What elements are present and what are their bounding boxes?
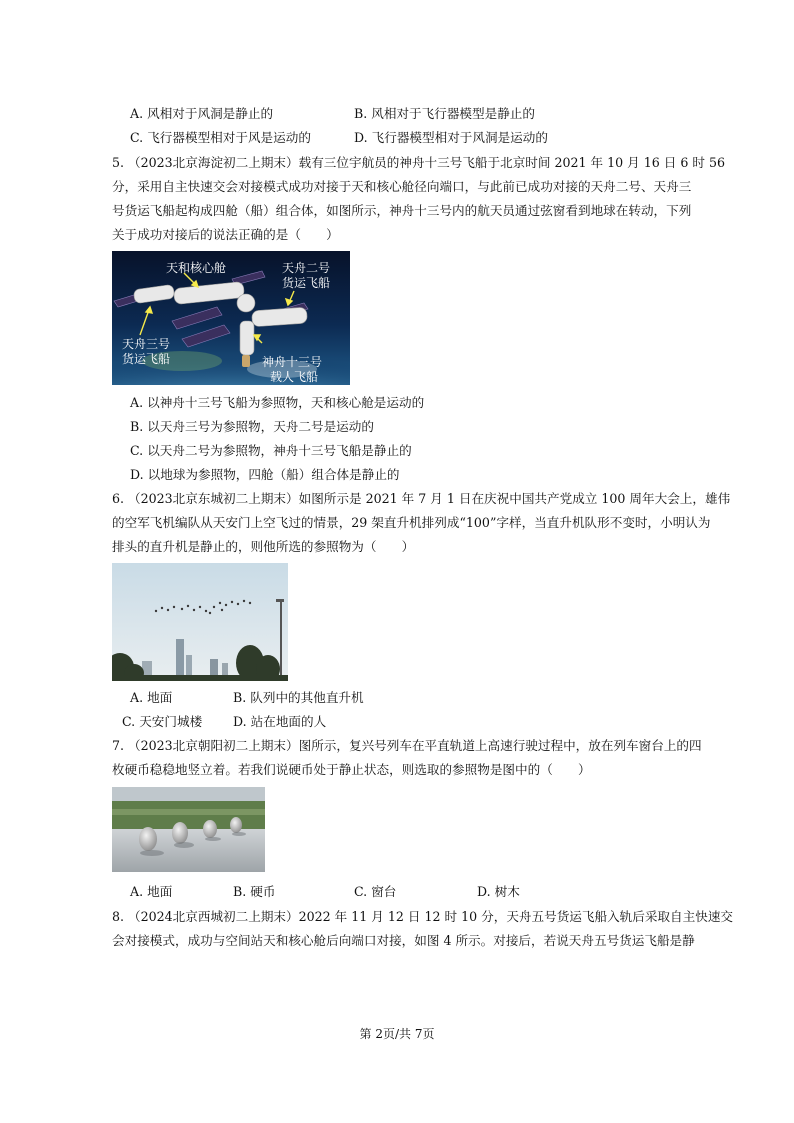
q6-option-a: A. 地面 bbox=[130, 690, 173, 705]
q7-option-b: B. 硬币 bbox=[233, 884, 276, 899]
q5-option-b: B. 以天舟三号为参照物，天舟二号是运动的 bbox=[130, 419, 374, 434]
label-tianzhou2-line1: 天舟二号 bbox=[282, 261, 331, 275]
helicopter-formation-figure bbox=[112, 563, 288, 681]
q5-stem-line-3: 号货运飞船起构成四舱（船）组合体，如图所示，神舟十三号内的航天员通过弦窗看到地球在转动，下列 bbox=[112, 203, 692, 218]
coins-on-windowsill-figure bbox=[112, 787, 265, 872]
label-tianzhou3-line2: 货运飞船 bbox=[122, 352, 171, 366]
q5-option-c: C. 以天舟二号为参照物，神舟十三号飞船是静止的 bbox=[130, 443, 412, 458]
q6-option-d: D. 站在地面的人 bbox=[233, 714, 327, 729]
q4-option-c: C. 飞行器模型相对于风是运动的 bbox=[130, 130, 311, 145]
q5-option-d: D. 以地球为参照物，四舱（船）组合体是静止的 bbox=[130, 467, 400, 482]
space-station-figure bbox=[112, 251, 350, 385]
q6-stem-line-1: 6. （2023北京东城初二上期末）如图所示是 2021 年 7 月 1 日在庆祝中国共产党成立 100 周年大会上，雄伟 bbox=[112, 491, 731, 506]
q5-stem-line-4: 关于成功对接后的说法正确的是（ ） bbox=[112, 227, 339, 242]
label-shenzhou13-line1: 神舟十三号 bbox=[262, 355, 323, 369]
q6-option-c: C. 天安门城楼 bbox=[122, 714, 203, 729]
q7-stem-line-1: 7. （2023北京朝阳初二上期末）图所示，复兴号列车在平直轨道上高速行驶过程中，放在列车窗台上的四 bbox=[112, 738, 702, 753]
q4-option-b: B. 风相对于飞行器模型是静止的 bbox=[354, 106, 535, 121]
q5-stem-line-1: 5. （2023北京海淀初二上期末）载有三位宇航员的神舟十三号飞船于北京时间 2021 年 10 月 16 日 6 时 56 bbox=[112, 155, 726, 170]
q4-option-d: D. 飞行器模型相对于风洞是运动的 bbox=[354, 130, 548, 145]
q8-stem-line-2: 会对接模式，成功与空间站天和核心舱后向端口对接，如图 4 所示。对接后，若说天舟五号货运飞船是静 bbox=[112, 933, 695, 948]
q7-option-d: D. 树木 bbox=[477, 884, 520, 899]
q7-option-c: C. 窗台 bbox=[354, 884, 397, 899]
label-tianzhou2-line2: 货运飞船 bbox=[282, 276, 331, 290]
coins-on-windowsill-photo bbox=[112, 787, 265, 872]
q7-option-a: A. 地面 bbox=[130, 884, 173, 899]
q7-stem-line-2: 枚硬币稳稳地竖立着。若我们说硬币处于静止状态，则选取的参照物是图中的（ ） bbox=[112, 762, 591, 777]
label-shenzhou13-line2: 载人飞船 bbox=[270, 370, 319, 384]
q6-stem-line-2: 的空军飞机编队从天安门上空飞过的情景，29 架直升机排列成“100”字样，当直升机队形不变时，小明认为 bbox=[112, 515, 711, 530]
label-tianzhou3-line1: 天舟三号 bbox=[122, 337, 171, 351]
q6-stem-line-3: 排头的直升机是静止的，则他所选的参照物为（ ） bbox=[112, 539, 415, 554]
label-tianhe: 天和核心舱 bbox=[166, 261, 227, 275]
page-footer: 第 2页/共 7页 bbox=[359, 1027, 435, 1041]
q5-option-a: A. 以神舟十三号飞船为参照物，天和核心舱是运动的 bbox=[130, 395, 425, 410]
q8-stem-line-1: 8. （2024北京西城初二上期末）2022 年 11 月 12 日 12 时 10 分，天舟五号货运飞船入轨后采取自主快速交 bbox=[112, 909, 734, 924]
q4-option-a: A. 风相对于风洞是静止的 bbox=[130, 106, 274, 121]
helicopter-formation-photo bbox=[112, 563, 288, 681]
q5-stem-line-2: 分，采用自主快速交会对接模式成功对接于天和核心舱径向端口，与此前已成功对接的天舟二号、天舟三 bbox=[112, 179, 692, 194]
q6-option-b: B. 队列中的其他直升机 bbox=[233, 690, 364, 705]
